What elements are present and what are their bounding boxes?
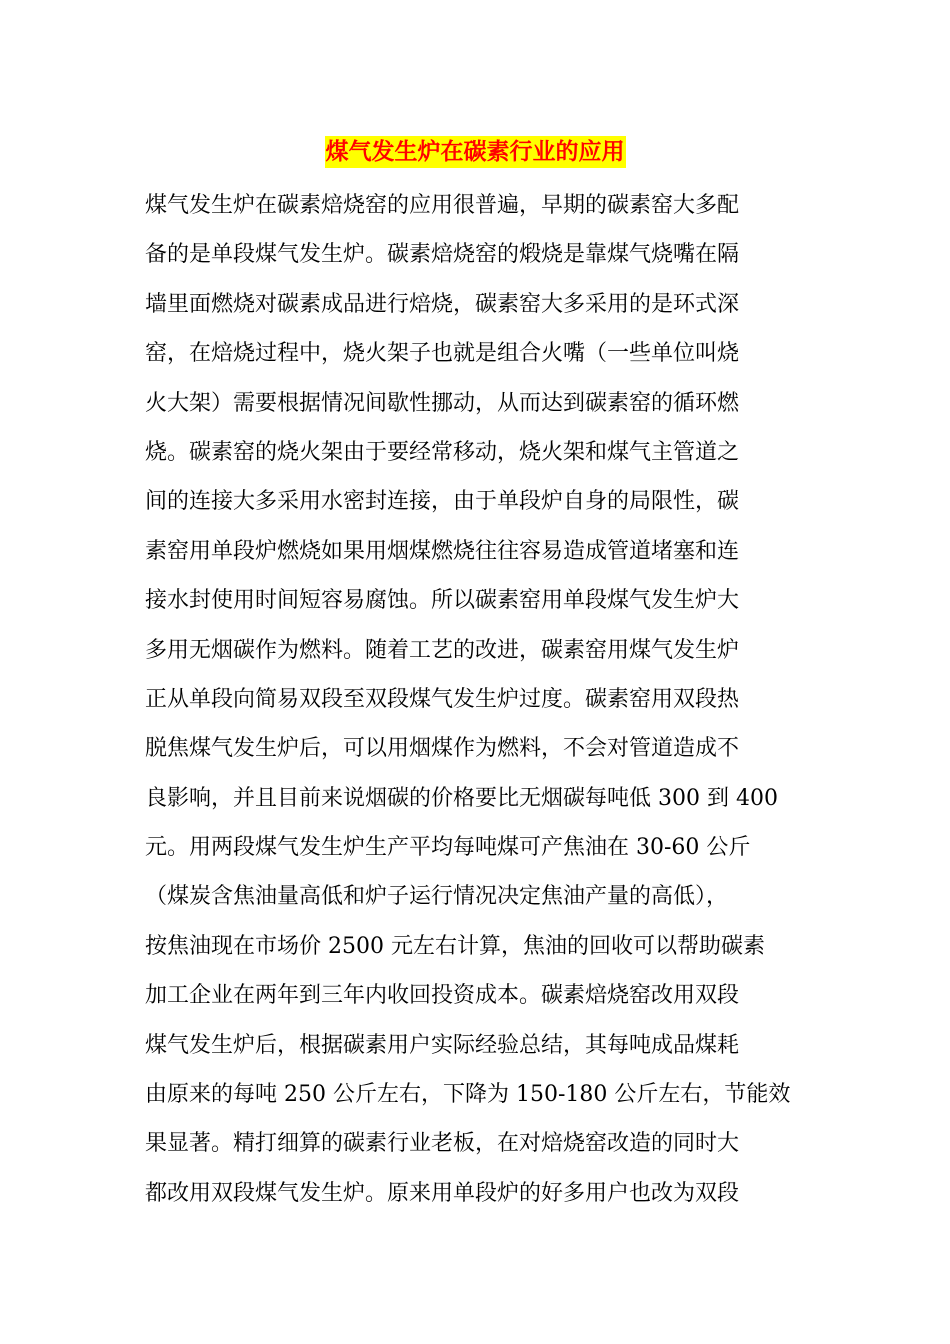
text-line: 良影响，并且目前来说烟碳的价格要比无烟碳每吨低 300 到 400 bbox=[145, 785, 778, 811]
text-line: 脱焦煤气发生炉后，可以用烟煤作为燃料，不会对管道造成不 bbox=[145, 736, 740, 762]
title-container bbox=[0, 136, 950, 168]
text-line: （煤炭含焦油量高低和炉子运行情况决定焦油产量的高低）， bbox=[145, 884, 729, 910]
text-line: 备的是单段煤气发生炉。碳素焙烧窑的煅烧是靠煤气烧嘴在隔 bbox=[145, 242, 740, 268]
text-line: 煤气发生炉在碳素焙烧窑的应用很普遍，早期的碳素窑大多配 bbox=[145, 193, 740, 218]
text-line: 元。用两段煤气发生炉生产平均每吨煤可产焦油在 30-60 公斤 bbox=[145, 835, 751, 861]
text-line: 煤气发生炉后，根据碳素用户实际经验总结，其每吨成品煤耗 bbox=[145, 1032, 740, 1058]
text-line: 接水封使用时间短容易腐蚀。所以碳素窑用单段煤气发生炉大 bbox=[145, 588, 740, 614]
text-line: 多用无烟碳作为燃料。随着工艺的改进，碳素窑用煤气发生炉 bbox=[145, 637, 740, 663]
text-line: 间的连接大多采用水密封连接，由于单段炉自身的局限性，碳 bbox=[145, 489, 740, 515]
text-line: 窑，在焙烧过程中，烧火架子也就是组合火嘴（一些单位叫烧 bbox=[145, 341, 740, 367]
text-line: 果显著。精打细算的碳素行业老板，在对焙烧窑改造的同时大 bbox=[145, 1131, 740, 1157]
text-line: 加工企业在两年到三年内收回投资成本。碳素焙烧窑改用双段 bbox=[145, 983, 740, 1009]
text-line: 火大架）需要根据情况间歇性挪动，从而达到碳素窑的循环燃 bbox=[145, 390, 740, 416]
text-line: 墙里面燃烧对碳素成品进行焙烧，碳素窑大多采用的是环式深 bbox=[145, 291, 740, 317]
body-paragraph bbox=[145, 181, 810, 1218]
text-line: 由原来的每吨 250 公斤左右，下降为 150-180 公斤左右，节能效 bbox=[145, 1082, 791, 1108]
text-line: 都改用双段煤气发生炉。原来用单段炉的好多用户也改为双段 bbox=[145, 1180, 740, 1206]
text-line: 按焦油现在市场价 2500 元左右计算，焦油的回收可以帮助碳素 bbox=[145, 933, 765, 959]
text-line: 素窑用单段炉燃烧如果用烟煤燃烧往往容易造成管道堵塞和连 bbox=[145, 538, 740, 564]
text-line: 烧。碳素窑的烧火架由于要经常移动，烧火架和煤气主管道之 bbox=[145, 439, 740, 465]
document-title: 煤气发生炉在碳素行业的应用 bbox=[325, 136, 626, 168]
text-line: 正从单段向简易双段至双段煤气发生炉过度。碳素窑用双段热 bbox=[145, 686, 740, 712]
